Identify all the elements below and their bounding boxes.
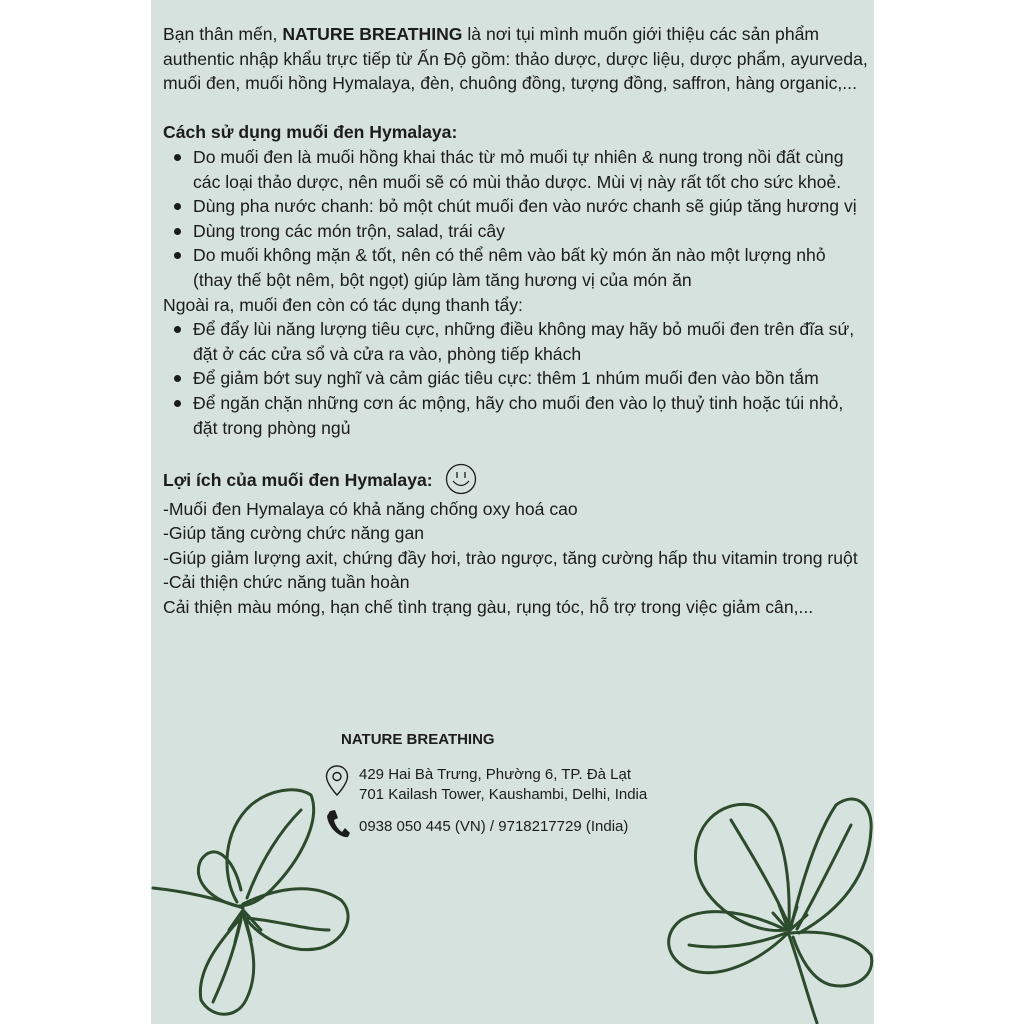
list-item: Dùng trong các món trộn, salad, trái cây — [193, 219, 869, 244]
flyer-content — [163, 22, 869, 620]
benefit-line: -Giúp giảm lượng axit, chứng đầy hơi, trào ngược, tăng cường hấp thu vitamin trong ruột — [163, 547, 858, 568]
phone-block — [359, 817, 628, 837]
right-flower-illustration — [641, 785, 874, 1024]
list-item: Dùng pha nước chanh: bỏ một chút muối đen vào nước chanh sẽ giúp tăng hương vị — [193, 194, 869, 219]
list-item: Để đẩy lùi năng lượng tiêu cực, những điều không may hãy bỏ muối đen trên đĩa sứ, đặt ở các cửa sổ và cửa ra vào, phòng tiếp khách — [193, 317, 869, 366]
address-line: 701 Kailash Tower, Kaushambi, Delhi, India — [359, 786, 648, 803]
benefit-line: -Muối đen Hymalaya có khả năng chống oxy hoá cao — [163, 498, 578, 519]
location-pin-icon — [325, 765, 349, 803]
flyer-page — [151, 0, 874, 1024]
phone-number: 0938 050 445 (VN) / 9718217729 (India) — [359, 818, 629, 835]
intro-paragraph: Bạn thân mến, NATURE BREATHING là nơi tụi mình muốn giới thiệu các sản phẩm authentic nhập khẩu trực tiếp từ Ấn Độ gồm: thảo dược, dược liệu, dược phẩm, ayurveda, muối đen, muối hồng Hymalaya, đèn, chuông đồng, tượng đồng, saffron, hàng organic,... — [163, 24, 868, 94]
list-item: Để giảm bớt suy nghĩ và cảm giác tiêu cực: thêm 1 nhúm muối đen vào bồn tắm — [193, 366, 869, 391]
phone-icon — [325, 809, 351, 845]
smiley-face-icon — [445, 463, 477, 495]
list-item: Để ngăn chặn những cơn ác mộng, hãy cho muối đen vào lọ thuỷ tinh hoặc túi nhỏ, đặt trong phòng ngủ — [193, 391, 869, 440]
address-block — [359, 765, 647, 805]
benefits-heading: Lợi ích của muối đen Hymalaya: — [163, 470, 433, 491]
intro-brand: NATURE BREATHING — [282, 24, 463, 44]
address-line: 429 Hai Bà Trưng, Phường 6, TP. Đà Lạt — [359, 766, 632, 783]
list-item: Do muối đen là muối hồng khai thác từ mỏ muối tự nhiên & nung trong nồi đất cùng các loại thảo dược, nên muối sẽ có mùi thảo dược. Mùi vị này rất tốt cho sức khoẻ. — [193, 145, 869, 194]
benefit-line: -Giúp tăng cường chức năng gan — [163, 523, 425, 544]
benefit-line: -Cải thiện chức năng tuần hoàn — [163, 572, 410, 593]
usage-list — [163, 145, 869, 293]
list-item: Do muối không mặn & tốt, nên có thể nêm vào bất kỳ món ăn nào một lượng nhỏ (thay thế bột nêm, bột ngọt) giúp làm tăng hương vị của món ăn — [193, 243, 869, 292]
cleansing-intro: Ngoài ra, muối đen còn có tác dụng thanh tẩy: — [163, 294, 523, 315]
benefits-heading-row — [163, 465, 869, 497]
footer-brand: NATURE BREATHING — [341, 731, 495, 748]
cleansing-list — [163, 317, 869, 440]
usage-heading: Cách sử dụng muối đen Hymalaya: — [163, 122, 458, 143]
benefit-line: Cải thiện màu móng, hạn chế tình trạng gàu, rụng tóc, hỗ trợ trong việc giảm cân,... — [163, 597, 814, 618]
